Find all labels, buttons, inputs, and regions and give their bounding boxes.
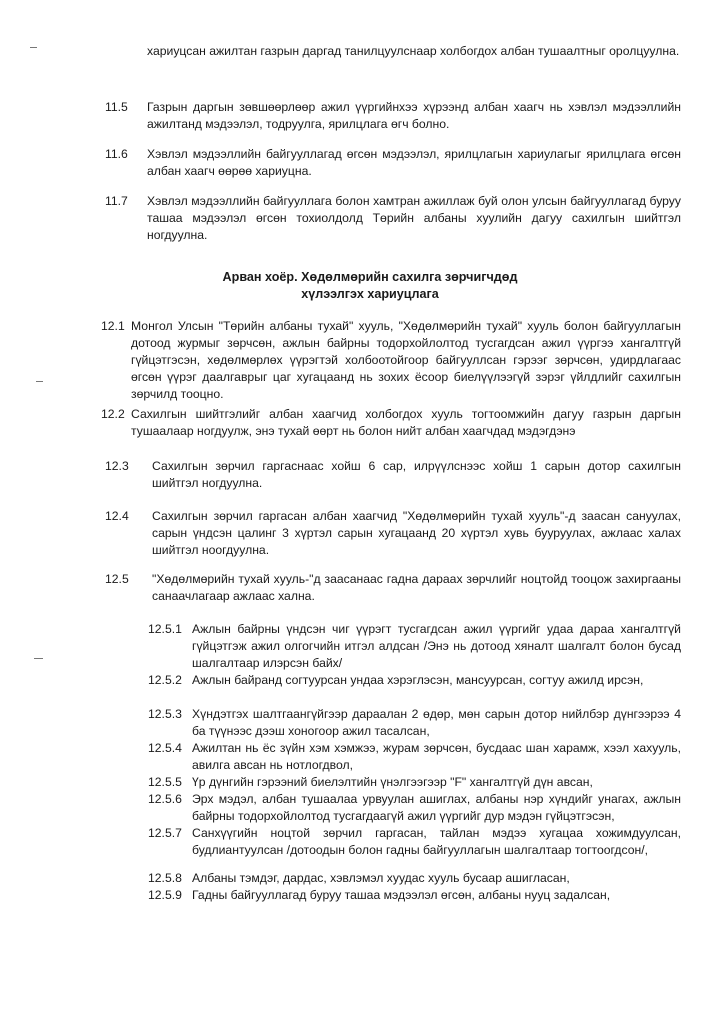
item-text-11-6: Хэвлэл мэдээллийн байгууллагад өгсөн мэдээлэл, ярилцлагын хариулагыг ярилцлага өгсөн албан хаагч өөрөө хариуцна. <box>147 147 681 178</box>
section-heading-line1: Арван хоёр. Хөдөлмөрийн сахилга зөрчигчдөд <box>222 270 518 284</box>
subitem-text-12-5-4: Ажилтан нь ёс зүйн хэм хэмжээ, журам зөрчсөн, бусдаас шан харамж, хээл хахууль, авилга авсан нь нотлогдвол, <box>192 741 681 772</box>
item-number-12-3: 12.3 <box>105 459 129 473</box>
item-number-11-7: 11.7 <box>105 194 128 208</box>
subitem-number-12-5-2: 12.5.2 <box>148 673 182 687</box>
item-text-12-3: Сахилгын зөрчил гаргаснаас хойш 6 сар, илрүүлснээс хойш 1 сарын дотор сахилгын шийтгэл ногдуулна. <box>152 459 681 490</box>
subitem-number-12-5-1: 12.5.1 <box>148 622 182 636</box>
margin-mark-top <box>30 47 37 48</box>
margin-mark-middle <box>36 381 43 382</box>
item-number-12-2: 12.2 <box>101 407 125 421</box>
section-heading-line2: хүлээлгэх хариуцлага <box>301 287 439 301</box>
item-number-11-6: 11.6 <box>105 147 128 161</box>
intro-paragraph: хариуцсан ажилтан газрын даргад танилцуулснаар холбогдох албан тушаалтныг оролцуулна. <box>147 44 680 58</box>
subitem-number-12-5-6: 12.5.6 <box>148 792 182 806</box>
item-number-12-1: 12.1 <box>101 319 125 333</box>
subitem-number-12-5-7: 12.5.7 <box>148 826 182 840</box>
subitem-number-12-5-9: 12.5.9 <box>148 888 182 902</box>
subitem-number-12-5-5: 12.5.5 <box>148 775 182 789</box>
item-number-11-5: 11.5 <box>105 100 128 114</box>
subitem-text-12-5-5: Үр дүнгийн гэрээний биелэлтийн үнэлгээгээр "F" хангалтгүй дүн авсан, <box>192 775 593 789</box>
subitem-text-12-5-1: Ажлын байрны үндсэн чиг үүрэгт тусгагдсан ажил үүргийг удаа дараа хангалтгүй гүйцэтгэж ажил олгогчийн итгэл алдсан /Энэ нь дотоод хяналт шалгалт болон бусад шалгалтаар илэрсэн байх/ <box>192 622 681 670</box>
subitem-text-12-5-6: Эрх мэдэл, албан тушаалаа урвуулан ашиглах, албаны нэр хүндийг унагах, ажлын байрны тодорхойлолтод тусгагдаагүй ажил үүргийг дур мэдэн гүйцэтгэсэн, <box>192 792 681 823</box>
item-number-12-5: 12.5 <box>105 572 129 586</box>
item-number-12-4: 12.4 <box>105 509 129 523</box>
item-text-12-5: "Хөдөлмөрийн тухай хууль-"д заасанаас гадна дараах зөрчлийг ноцтойд тооцож захиргааны санаачлагаар ажлаас хална. <box>152 572 681 603</box>
subitem-number-12-5-4: 12.5.4 <box>148 741 182 755</box>
item-text-12-1: Монгол Улсын "Төрийн албаны тухай" хууль, "Хөдөлмөрийн тухай" хууль болон байгууллагын дотоод журмыг зөрчсөн, ажлын байрны тодорхойлолтод тусгагдсан ажил үүргээ хангалтгүй гүйцэтгэсэн, хөдөлмөрлөх үүрэгтэй холбоотойгоор байгууллсан гэрээг зөрчсөн, удирдлагаас өгсөн үүрэг даалгаврыг цаг хугацаанд нь зохих ёсоор биелүүлээгүй зэрэг үйлдлийг сахилгын зөрчилд тооцно. <box>131 319 681 401</box>
subitem-text-12-5-2: Ажлын байранд согтуурсан ундаа хэрэглэсэн, мансуурсан, согтуу ажилд ирсэн, <box>192 673 644 687</box>
subitem-text-12-5-7: Санхүүгийн ноцтой зөрчил гаргасан, тайлан мэдээ хугацаа хожимдуулсан, будлиантуулсан /дотоодын болон гадны байгууллагын шалгалтаар тогтоогдсон/, <box>192 826 681 857</box>
subitem-text-12-5-3: Хүндэтгэх шалтгаангүйгээр дараалан 2 өдөр, мөн сарын дотор нийлбэр дүнгээрээ 4 ба түүнээс дээш хоногоор ажил тасалсан, <box>192 707 681 738</box>
item-text-12-2: Сахилгын шийтгэлийг албан хаагчид холбогдох хууль тогтоомжийн дагуу газрын даргын тушаалаар ногдуулж, энэ тухай өөрт нь болон нийт албан хаагчдад мэдэгдэнэ <box>131 407 681 438</box>
subitem-text-12-5-9: Гадны байгууллагад буруу ташаа мэдээлэл өгсөн, албаны нууц задалсан, <box>192 888 611 902</box>
subitem-text-12-5-8: Албаны тэмдэг, дардас, хэвлэмэл хуудас хууль бусаар ашигласан, <box>192 871 570 885</box>
item-text-11-7: Хэвлэл мэдээллийн байгууллага болон хамтран ажиллаж буй олон улсын байгууллагад буруу ташаа мэдээлэл өгсөн тохиолдолд Төрийн албаны хуулийн дагуу сахилгын шийтгэл ногдуулна. <box>147 194 681 242</box>
margin-mark-lower <box>34 658 43 659</box>
subitem-number-12-5-8: 12.5.8 <box>148 871 182 885</box>
item-text-12-4: Сахилгын зөрчил гаргасан албан хаагчид "Хөдөлмөрийн тухай хууль"-д заасан сануулах, сарын үндсэн цалинг 3 хүртэл сарын хугацаанд 20 хүртэл хувь бууруулах, ажлаас халах шийтгэл ноогдуулна. <box>152 509 681 557</box>
item-text-11-5: Газрын даргын зөвшөөрлөөр ажил үүргийнхээ хүрээнд албан хаагч нь хэвлэл мэдээллийн ажилтанд мэдээлэл, тодруулга, ярилцлага өгч болно. <box>147 100 681 131</box>
subitem-number-12-5-3: 12.5.3 <box>148 707 182 721</box>
